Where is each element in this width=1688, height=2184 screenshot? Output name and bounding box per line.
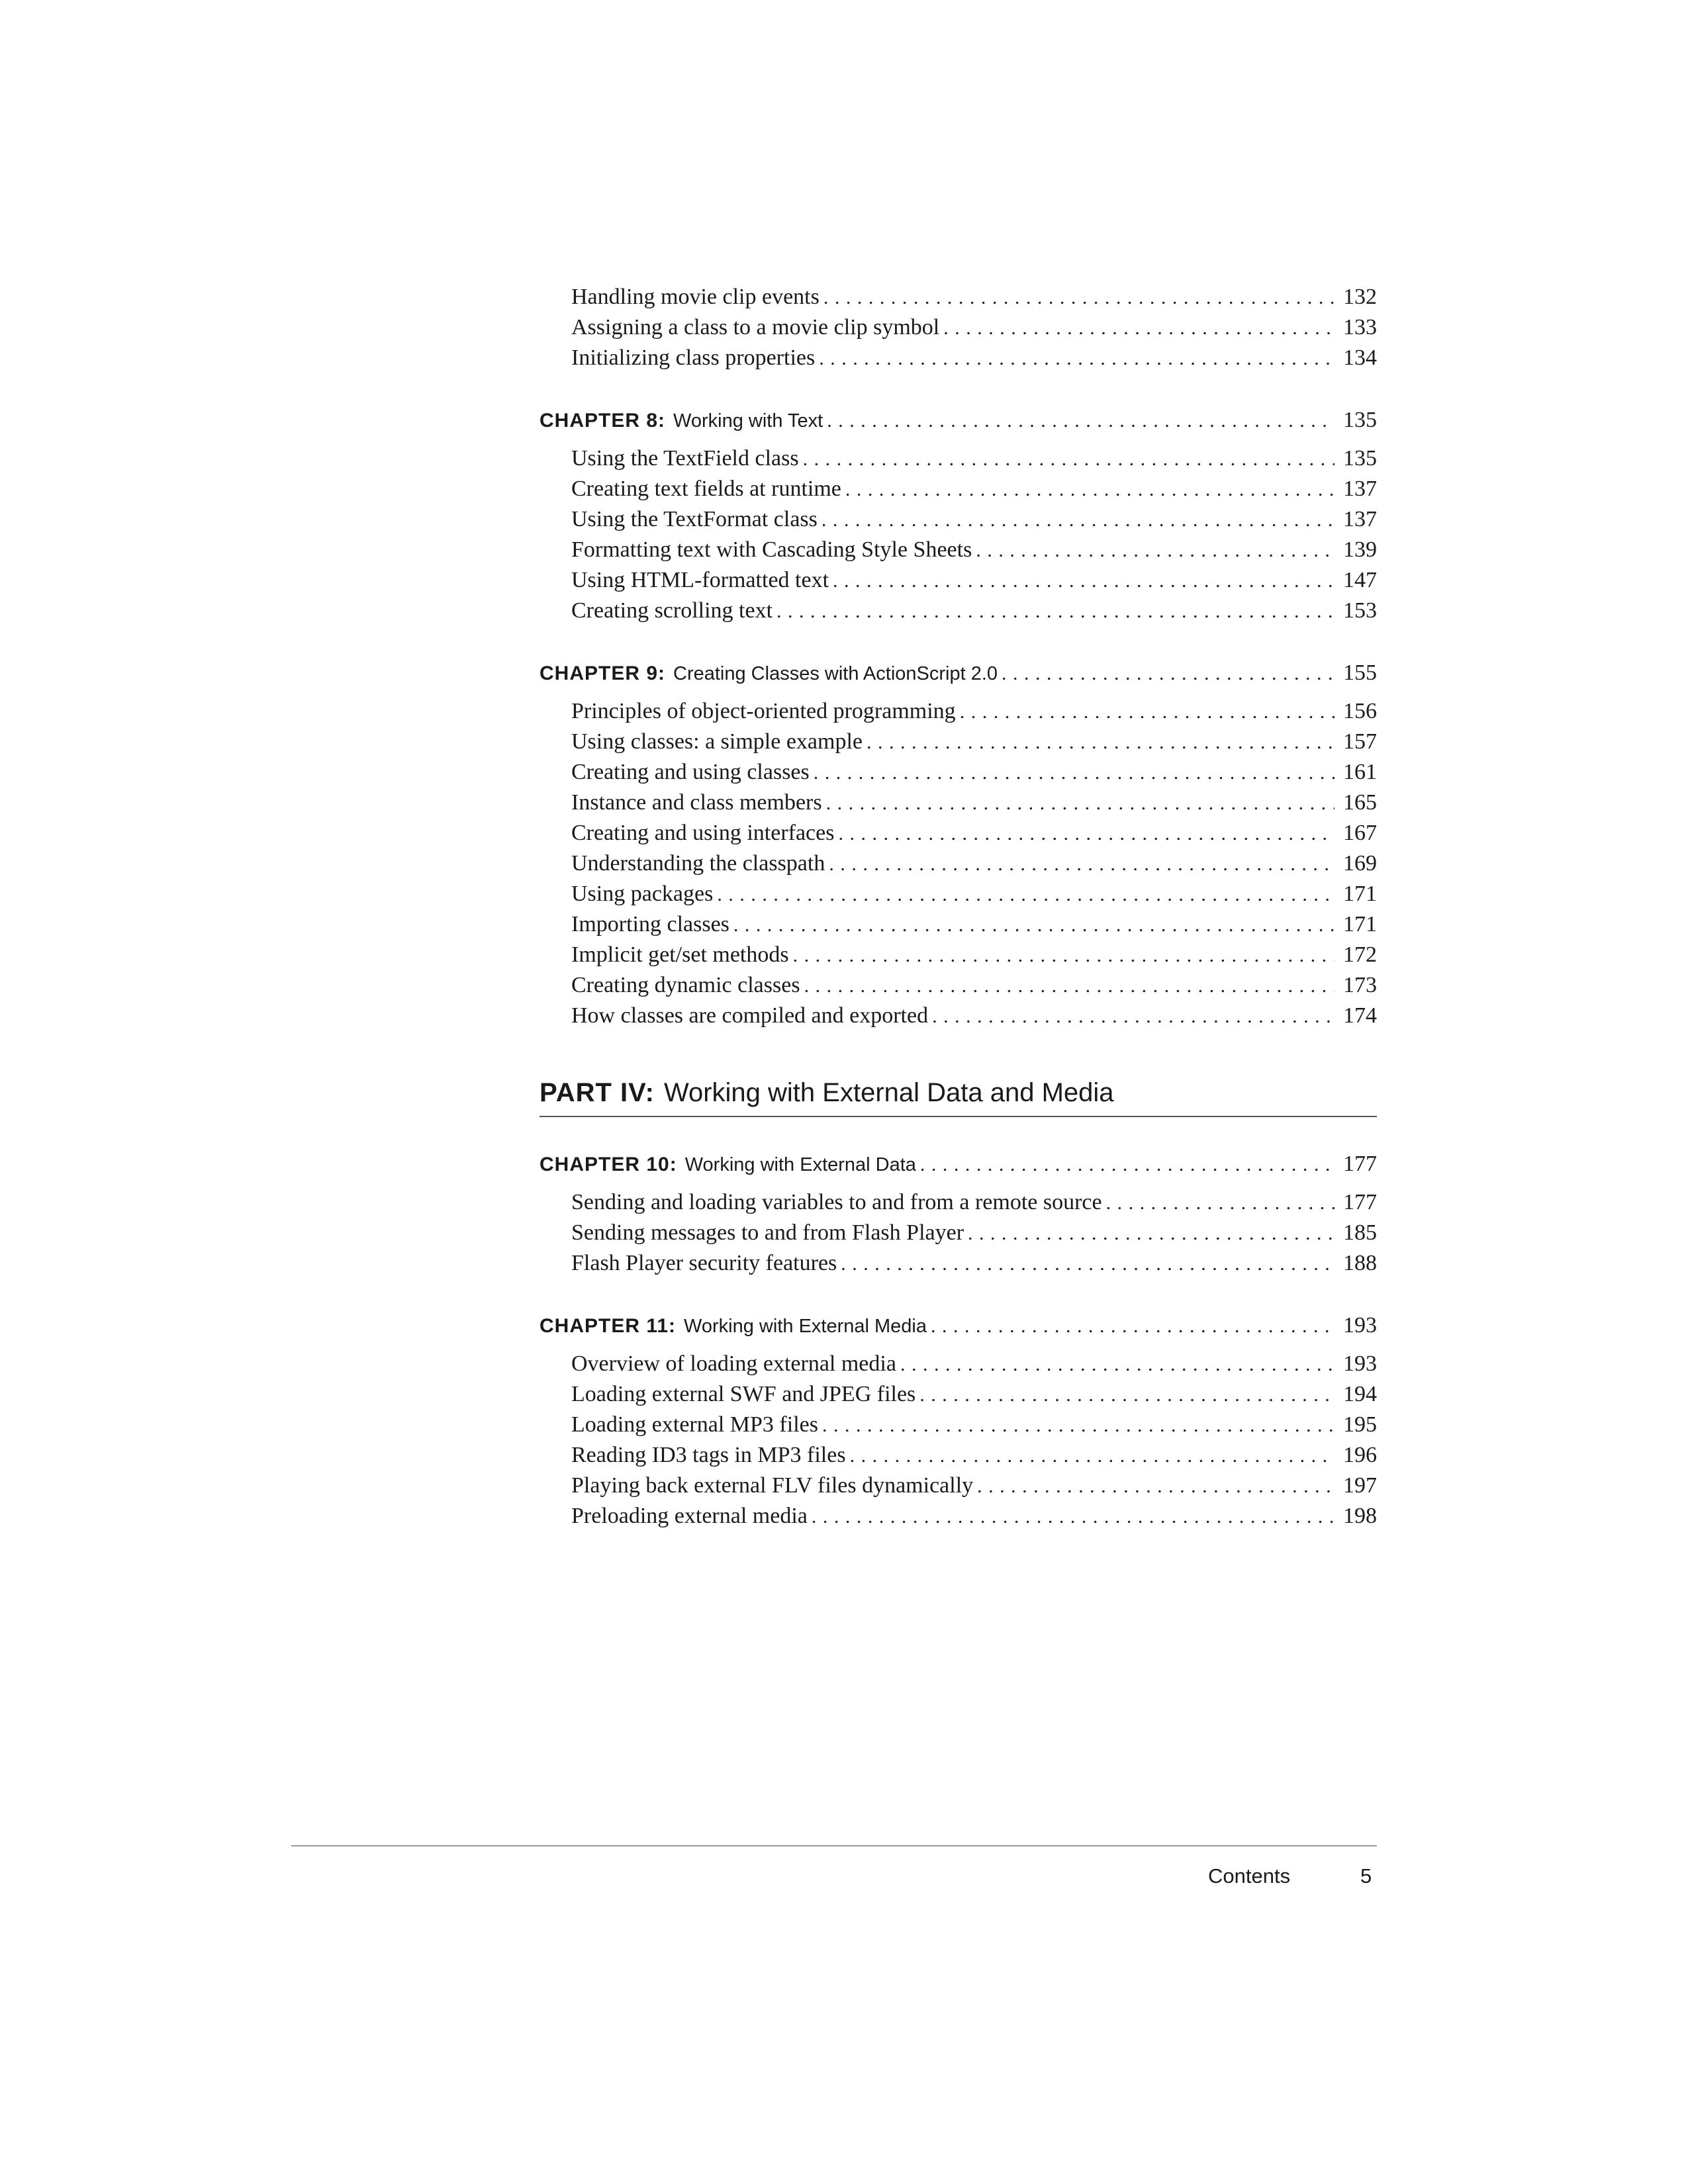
dot-leader (841, 1249, 1335, 1279)
toc-entry-page: 195 (1343, 1412, 1377, 1437)
dot-leader (822, 1410, 1335, 1440)
dot-leader (826, 788, 1335, 818)
toc-entry-page: 171 (1343, 912, 1377, 936)
dot-leader (919, 1380, 1335, 1410)
dot-leader (838, 819, 1335, 848)
dot-leader (776, 596, 1335, 626)
toc-entry[interactable] (539, 788, 1377, 818)
toc-entry-title: Understanding the classpath (571, 851, 825, 876)
toc-entry-page: 147 (1343, 568, 1377, 592)
toc-entry[interactable] (539, 1001, 1377, 1031)
chapter-label: CHAPTER 10: (539, 1154, 677, 1175)
dot-leader (812, 1502, 1335, 1531)
dot-leader (804, 971, 1335, 1001)
toc-entry-title: Creating and using interfaces (571, 821, 835, 845)
toc-entry-page: 157 (1343, 729, 1377, 754)
toc-entry[interactable] (539, 443, 1377, 474)
dot-leader (829, 849, 1335, 879)
intro-section-list (539, 282, 1377, 373)
chapter-11-sections (539, 1349, 1377, 1531)
toc-entry[interactable] (539, 727, 1377, 757)
dot-leader (960, 697, 1335, 727)
toc-entry-page: 156 (1343, 699, 1377, 723)
chapter-10-heading[interactable] (539, 1148, 1377, 1181)
dot-leader (793, 940, 1335, 970)
dot-leader (803, 444, 1335, 474)
chapter-9-sections (539, 696, 1377, 1031)
toc-entry[interactable] (539, 940, 1377, 970)
toc-entry-title: Loading external SWF and JPEG files (571, 1382, 916, 1406)
dot-leader (900, 1349, 1335, 1379)
dot-leader (821, 505, 1335, 535)
toc-entry-page: 169 (1343, 851, 1377, 876)
toc-entry[interactable] (539, 312, 1377, 343)
part-4-heading[interactable] (539, 1073, 1377, 1117)
dot-leader (943, 313, 1335, 343)
chapter-label: CHAPTER 11: (539, 1315, 677, 1337)
chapter-9-heading[interactable] (539, 657, 1377, 690)
chapter-title: Working with Text (673, 410, 823, 432)
toc-entry-title: Formatting text with Cascading Style Sheets (571, 537, 972, 562)
table-of-contents (539, 282, 1377, 1531)
toc-entry-title: Using classes: a simple example (571, 729, 863, 754)
toc-entry-title: Using the TextField class (571, 446, 799, 471)
toc-entry-page: 188 (1343, 1251, 1377, 1275)
toc-entry-title: Using packages (571, 882, 714, 906)
toc-entry[interactable] (539, 1471, 1377, 1501)
toc-entry-title: Handling movie clip events (571, 285, 820, 309)
toc-entry[interactable] (539, 909, 1377, 940)
toc-entry[interactable] (539, 596, 1377, 626)
dot-leader (1106, 1188, 1335, 1218)
toc-entry[interactable] (539, 1349, 1377, 1379)
chapter-10-sections (539, 1187, 1377, 1279)
dot-leader (976, 535, 1335, 565)
toc-entry[interactable] (539, 848, 1377, 879)
toc-entry-page: 194 (1343, 1382, 1377, 1406)
dot-leader (833, 566, 1335, 596)
toc-entry-page: 172 (1343, 942, 1377, 967)
chapter-page: 193 (1343, 1313, 1377, 1338)
toc-entry[interactable] (539, 696, 1377, 727)
toc-entry-page: 139 (1343, 537, 1377, 562)
toc-entry-title: Loading external MP3 files (571, 1412, 818, 1437)
toc-entry-title: Using HTML-formatted text (571, 568, 829, 592)
footer-divider (291, 1845, 1377, 1846)
dot-leader (850, 1441, 1335, 1471)
dot-leader (932, 1001, 1335, 1031)
toc-entry[interactable] (539, 1218, 1377, 1248)
footer-page-number: 5 (1360, 1864, 1372, 1888)
toc-entry-title: Instance and class members (571, 790, 822, 815)
part-title: Working with External Data and Media (663, 1078, 1114, 1107)
chapter-title: Working with External Media (684, 1316, 927, 1337)
toc-entry-page: 153 (1343, 598, 1377, 623)
chapter-page: 155 (1343, 660, 1377, 685)
toc-entry[interactable] (539, 757, 1377, 788)
toc-entry-title: Flash Player security features (571, 1251, 837, 1275)
toc-entry-title: Creating text fields at runtime (571, 477, 841, 501)
toc-entry-page: 134 (1343, 345, 1377, 370)
toc-entry-title: Creating dynamic classes (571, 973, 800, 997)
toc-entry[interactable] (539, 1379, 1377, 1410)
dot-leader (931, 1310, 1335, 1342)
toc-entry-title: Principles of object-oriented programming (571, 699, 956, 723)
toc-entry-title: Playing back external FLV files dynamically (571, 1473, 974, 1498)
toc-entry-title: Implicit get/set methods (571, 942, 789, 967)
toc-entry-title: Importing classes (571, 912, 729, 936)
toc-entry-page: 165 (1343, 790, 1377, 815)
toc-entry-page: 177 (1343, 1190, 1377, 1214)
toc-entry-title: Creating scrolling text (571, 598, 773, 623)
dot-leader (920, 1148, 1335, 1181)
dot-leader (1002, 657, 1335, 690)
toc-entry-page: 193 (1343, 1351, 1377, 1376)
toc-entry-page: 167 (1343, 821, 1377, 845)
toc-entry[interactable] (539, 1440, 1377, 1471)
footer-section-label: Contents (1208, 1864, 1291, 1888)
chapter-label: CHAPTER 9: (539, 662, 666, 684)
dot-leader (977, 1471, 1335, 1501)
toc-entry-title: Sending messages to and from Flash Player (571, 1220, 964, 1245)
toc-entry[interactable] (539, 504, 1377, 535)
toc-entry-page: 132 (1343, 285, 1377, 309)
toc-entry-page: 185 (1343, 1220, 1377, 1245)
dot-leader (827, 404, 1335, 437)
dot-leader (733, 910, 1335, 940)
toc-entry-page: 171 (1343, 882, 1377, 906)
chapter-page: 135 (1343, 408, 1377, 432)
toc-entry-page: 137 (1343, 477, 1377, 501)
toc-entry-page: 161 (1343, 760, 1377, 784)
dot-leader (968, 1218, 1335, 1248)
toc-entry[interactable] (539, 282, 1377, 312)
toc-entry[interactable] (539, 1410, 1377, 1440)
dot-leader (867, 727, 1335, 757)
toc-entry-title: Overview of loading external media (571, 1351, 896, 1376)
toc-entry[interactable] (539, 565, 1377, 596)
toc-entry-title: Assigning a class to a movie clip symbol (571, 315, 940, 340)
toc-entry-title: Sending and loading variables to and from a remote source (571, 1190, 1102, 1214)
toc-entry-title: Preloading external media (571, 1504, 808, 1528)
dot-leader (814, 758, 1335, 788)
toc-entry[interactable] (539, 1187, 1377, 1218)
toc-entry[interactable] (539, 343, 1377, 373)
chapter-11-heading[interactable] (539, 1309, 1377, 1342)
toc-entry-page: 133 (1343, 315, 1377, 340)
toc-entry-title: How classes are compiled and exported (571, 1003, 929, 1028)
toc-entry-title: Initializing class properties (571, 345, 816, 370)
dot-leader (819, 343, 1335, 373)
chapter-title: Creating Classes with ActionScript 2.0 (673, 663, 998, 684)
toc-entry[interactable] (539, 818, 1377, 848)
chapter-8-sections (539, 443, 1377, 626)
toc-entry[interactable] (539, 535, 1377, 565)
chapter-page: 177 (1343, 1152, 1377, 1176)
chapter-8-heading[interactable] (539, 404, 1377, 437)
dot-leader (845, 475, 1335, 504)
toc-entry[interactable] (539, 474, 1377, 504)
toc-entry[interactable] (539, 1501, 1377, 1531)
chapter-title: Working with External Data (684, 1154, 916, 1175)
toc-entry-title: Creating and using classes (571, 760, 810, 784)
toc-entry-page: 197 (1343, 1473, 1377, 1498)
chapter-label: CHAPTER 8: (539, 410, 666, 432)
toc-entry-title: Using the TextFormat class (571, 507, 818, 531)
toc-entry[interactable] (539, 879, 1377, 909)
dot-leader (717, 880, 1335, 909)
toc-entry-title: Reading ID3 tags in MP3 files (571, 1443, 846, 1467)
dot-leader (823, 283, 1335, 312)
toc-entry-page: 174 (1343, 1003, 1377, 1028)
toc-entry-page: 135 (1343, 446, 1377, 471)
toc-entry-page: 198 (1343, 1504, 1377, 1528)
toc-entry-page: 196 (1343, 1443, 1377, 1467)
toc-entry[interactable] (539, 970, 1377, 1001)
part-label: PART IV: (539, 1078, 655, 1107)
toc-entry-page: 137 (1343, 507, 1377, 531)
toc-entry-page: 173 (1343, 973, 1377, 997)
toc-entry[interactable] (539, 1248, 1377, 1279)
